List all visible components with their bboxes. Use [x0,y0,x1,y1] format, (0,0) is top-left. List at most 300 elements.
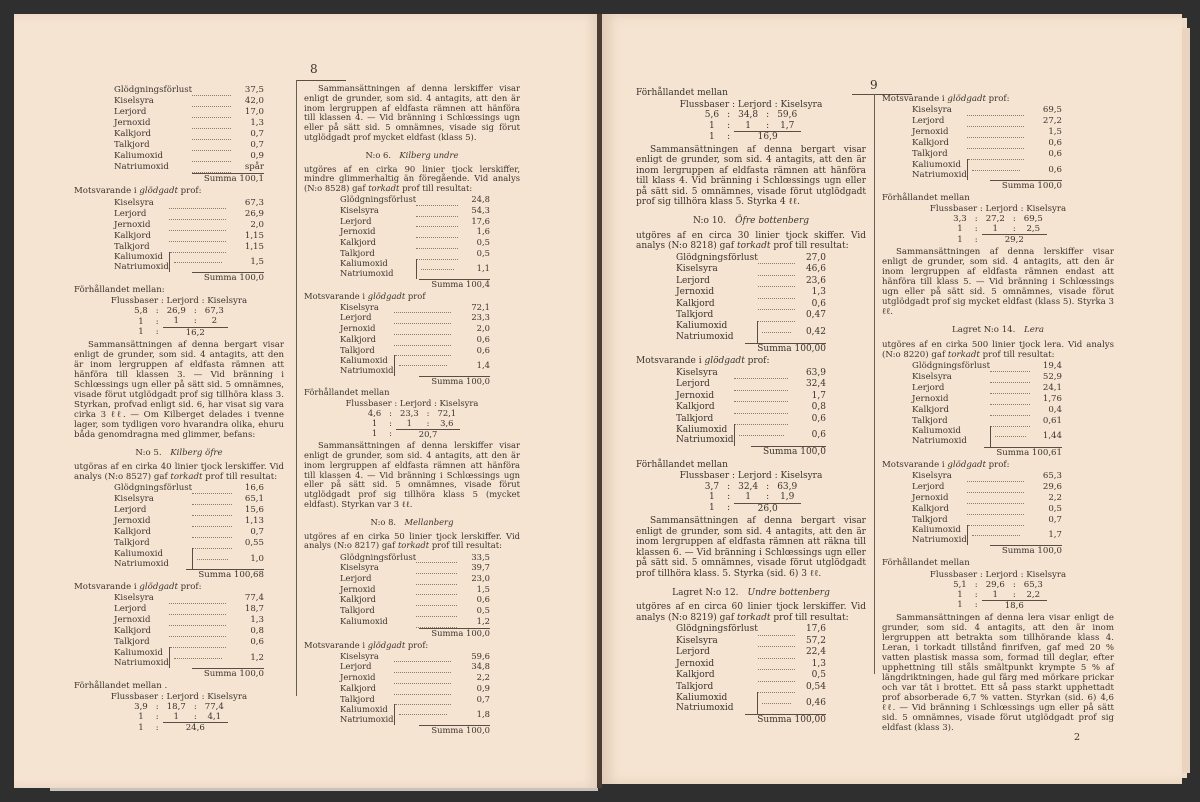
dot-leader [758,275,795,287]
text: Motsvarande i [882,459,948,470]
italic-term: torkadt [736,241,771,252]
component-name: Lerjord [676,379,710,390]
ratio-cell: 32,4 [738,481,759,492]
ratio-cell: 69,5 [1023,214,1043,225]
section-heading [636,216,866,227]
ratio-cell: 3,7 [704,481,720,492]
sum-row [912,447,1062,458]
dot-leader [394,302,451,312]
table-row [912,116,1062,127]
ratio-label: Förhållandet mellan [636,459,728,470]
table-row [340,205,490,216]
text: Motsvarande i [304,639,368,650]
ratio-cell: 1 [709,492,715,503]
component-value: 24,1 [1042,382,1062,393]
dot-leader [990,415,1030,426]
component-name: Kiselsyra [114,96,154,107]
table-row [114,96,264,107]
component-value: 46,6 [805,264,826,275]
heading-number: N:o 10. [692,216,727,227]
heading-name: Mellanberg [404,516,454,527]
ratio-cell: 63,9 [777,481,798,492]
sum-value: Summa 100,0 [419,376,490,387]
page-stack-edge-2 [1182,28,1190,773]
ratio-cell: 26,9 [166,306,186,317]
component-name: Kiselsyra [676,367,718,378]
table-row [912,503,1062,514]
table-row [340,584,490,595]
component-value: 0,6 [811,430,826,441]
table-row [912,127,1062,138]
ratio-row [701,121,802,132]
component-value: 37,5 [244,85,264,96]
ratio-header: Flussbaser : Lerjord : Kiselsyra [929,203,1067,214]
left-column-2 [304,84,520,735]
component-value: 57,2 [805,635,826,646]
table-row [340,651,490,661]
ratio-cell: : [974,589,978,600]
intro-paragraph [304,532,520,552]
dot-leader [967,138,1023,149]
paragraph: Sammansättningen af denna bergart visar enligt de grunder, som sid. 4 antagits, att den är inom lergruppen af eldfasta rämnen att hänföra till klassen 3. — Vid bränning i Schlœssings ugn eller på sätt sid. 5 omnämnes, visade förut utglödgadt prof sig tillhöra klass 3. Styrkan, profvad enligt sid. 6, har visat sig vara cirka 3 ℓℓ. — Om Kilberget delades i tvenne lager, som tydligen voro hvarandra olika, ehuru båda genomdragna med glimmer, befans: [74,339,284,440]
analysis-rows [676,624,826,714]
sum-row [114,569,264,580]
component-name: Natriumoxid [340,268,394,279]
dot-leader [192,483,232,494]
component-value: 33,5 [471,551,490,562]
table-row [114,626,264,637]
ratio-table [701,482,802,515]
table-row [676,298,826,310]
dot-leader [758,693,795,714]
table-row [340,573,490,584]
dot-leader [758,253,795,264]
table-row [676,670,826,682]
analysis-table [676,624,826,725]
sum-value: Summa 100,0 [990,180,1062,191]
table-row [676,379,826,391]
ratio-block [636,471,866,514]
table-row [340,662,490,673]
dot-leader [416,195,458,205]
ratio-cell: 1 [371,428,378,439]
table-row [676,624,826,635]
text: prof till resultat: [979,349,1055,360]
table-row [912,361,1062,372]
sum-value: Summa 100,0 [192,272,264,283]
sum-value: Summa 100,0 [990,545,1062,556]
dot-leader-line [197,559,229,560]
table-row [340,238,490,249]
paragraph: Sammansättningen af denna lera visar enligt de grunder, som sid. 4 antagits, att den är inom lergruppen att betrakta som tillhörande klass 4. Leran, i torkadt tillstånd finrifven, gaf med 20 % vatten plastisk massa som, formad till deglar, efter upphettning till ståls smältpunkt krympte 5 % af längdriktningen, hade gul färg med mörkare prickar och var tät i brottet. Ett så pass starkt upphettadt prof absorberade 6,7 % vatten. Styrkan (sid. 6) 4,6 ℓℓ. — Vid bränning i Schlœssings ugn eller på sätt sid. 5 omnämnes, visade förut utglödgadt prof sig eldfast (klass 3). [882,612,1114,734]
ratio-cell: : [974,214,978,225]
ratio-block [74,296,284,337]
component-name: Jernoxid [340,226,376,237]
dot-leader [192,505,232,516]
text: prof: [744,356,770,367]
ratio-cell: : [155,327,159,338]
analysis-rows [114,593,264,668]
ratio-cell: 4,6 [367,407,382,418]
table-row [912,371,1062,382]
text: prof till resultat: [202,472,278,483]
text: Motsvarande i [74,186,140,197]
component-name: Kalkjord [912,404,949,415]
ratio-label: Förhållandet mellan . [74,681,168,692]
component-value: 0,4 [1048,404,1062,415]
component-name: Jernoxid [912,127,949,138]
table-row [676,658,826,670]
component-value: 15,6 [244,505,264,516]
component-name: Lerjord [114,107,147,118]
ratio-cell: 1,9 [773,492,801,503]
component-value: 0,7 [476,693,490,704]
sum-value: Summa 100,68 [186,569,264,580]
italic-term: torkadt [368,183,400,194]
analysis-rows [340,552,490,628]
dot-leader-line [399,365,448,366]
table-row [114,107,264,118]
ratio-cell: : [1009,224,1020,235]
ratio-cell: 1 [138,327,144,338]
ratio-block [636,100,866,143]
component-value: 63,9 [805,367,826,378]
paragraph: Sammansättningen af denna bergart visar enligt de grunder, som sid. 4 antagits, att den är inom lergruppen af eldfasta rämnen att hänföra till klass 4. Vid bränning i Schlœssings ugn eller på sätt sid. 5 omnämnes, visade förut utglödgadt prof sig tillhöra klass 5. Styrka 4 ℓℓ. [636,144,866,208]
table-row [676,425,826,436]
dot-leader [192,107,231,118]
component-value: 32,4 [805,379,826,390]
component-name: Talkjord [340,605,375,616]
ratio-cell: : [974,579,978,590]
ratio-block [882,570,1114,611]
ratio-cell: 3,9 [134,702,148,713]
component-value: 1,2 [250,652,264,663]
table-row [114,252,264,262]
dot-leader [758,321,795,342]
dot-leader [394,673,451,684]
table-row [676,275,826,287]
table-row [340,683,490,694]
dot-leader-line [995,436,1027,437]
table-row [114,516,264,527]
component-value: 27,2 [1042,116,1062,127]
component-name: Kaliumoxid [912,426,961,437]
ratio-cell: 16,2 [185,327,205,338]
ratio-row [701,110,802,121]
ratio-cell: 65,3 [1023,579,1043,590]
ratio-row [949,214,1047,224]
table-row [912,481,1062,492]
component-value: 26,9 [244,208,264,219]
component-name: Jernoxid [676,287,715,298]
ratio-cell: : [1012,579,1016,590]
ratio-label: Förhållandet mellan [882,558,970,569]
analysis-rows [676,253,826,343]
dot-leader [169,626,225,637]
ratio-cell: 29,2 [1004,235,1024,246]
component-name: Natriumoxid [340,364,394,375]
table-row [340,324,490,335]
dot-leader [734,368,788,379]
ratio-cell: 2 [201,316,228,327]
sum-row [912,180,1062,191]
component-value: 23,0 [471,572,490,583]
component-name: Kalkjord [912,138,949,149]
component-name: Kiselsyra [912,105,952,116]
ratio-cell: 1 [163,712,190,723]
ratio-cell: 1 [138,316,144,327]
dot-leader [169,241,225,252]
ratio-cell: 3,6 [433,419,460,429]
ratio-row [130,702,228,712]
ratio-table [130,702,228,733]
ratio-cell: 1 [734,121,762,132]
component-name: Kaliumoxid [114,647,163,658]
component-value: 0,55 [244,538,264,549]
dot-leader-line [762,703,791,704]
component-name: Kaliumoxid [114,548,163,559]
component-value: 0,7 [250,527,264,538]
dot-leader-line [762,332,791,333]
ratio-row [701,503,802,514]
ratio-cell: : [727,131,731,142]
component-value: 0,47 [805,310,826,321]
section-heading [304,151,520,161]
ratio-cell: 77,4 [204,702,224,713]
component-value: 0,5 [476,605,490,616]
dot-leader [192,162,231,173]
ratio-cell: : [727,120,731,131]
intro-paragraph [636,602,866,623]
component-value: 0,46 [805,698,826,709]
component-value: 39,7 [471,562,490,573]
ratio-row [701,492,802,503]
component-name: Natriumoxid [114,162,169,173]
dot-leader [192,85,231,96]
text: utgöras af en cirka 40 linier tjock lerskiffer. Vid analys (N:o 8527) gaf [74,462,284,483]
ratio-cell: 16,9 [757,132,778,143]
component-value: 0,6 [1048,164,1062,175]
ratio-row [949,590,1047,601]
component-name: Natriumoxid [676,435,734,446]
component-name: Natriumoxid [676,703,734,714]
text: prof: [985,459,1010,470]
analysis-rows [912,471,1062,546]
dot-leader [416,573,457,584]
analysis-table [912,105,1062,191]
table-row [114,538,264,549]
component-name: Natriumoxid [912,535,967,546]
component-name: Kalkjord [340,594,377,605]
heading-name: Undre bottenberg [747,587,830,598]
ratio-row [949,580,1047,590]
ratio-cell: : [974,600,978,611]
component-value: 67,3 [244,197,264,208]
ratio-cell: 1 [709,120,715,131]
component-value: 1,3 [250,615,264,626]
intro-paragraph [882,340,1114,360]
component-value: 1,3 [250,118,264,129]
ratio-cell: 59,6 [777,110,798,121]
label [304,641,520,651]
component-name: Kiselsyra [114,197,154,208]
heading-name: Öfre bottenberg [735,216,810,227]
table-row [340,563,490,574]
ratio-cell: 1 [957,224,963,235]
component-name: Lerjord [676,275,710,286]
dot-leader [758,681,795,693]
component-name: Lerjord [912,382,945,393]
ratio-label: Förhållandet mellan [882,192,970,203]
table-row [676,647,826,659]
table-row [114,85,264,96]
component-value: 0,9 [476,682,490,693]
component-name: Kaliumoxid [676,692,728,703]
dot-leader [169,637,225,648]
component-value: 34,8 [471,661,490,672]
ratio-row [949,235,1047,246]
ratio-header: Flussbaser : Lerjord : Kiselsyra [679,471,823,482]
italic-term: glödgadt [367,639,406,650]
page-number: 9 [870,78,878,92]
component-value: 1,8 [476,708,490,719]
table-row [114,505,264,516]
component-name: Kalkjord [340,333,377,344]
dot-leader [734,402,788,414]
table-row [676,681,826,693]
table-row [114,483,264,494]
sum-row [340,376,490,387]
heading-number: N:o 8. [370,516,397,527]
ratio-row [364,429,460,439]
component-name: Kalkjord [340,237,377,248]
table-row [912,492,1062,503]
table-row [676,368,826,379]
dot-leader [394,705,451,725]
component-name: Jernoxid [912,393,949,404]
label [636,356,866,367]
paragraph: Sammansättningen af denna lerskiffer visar enligt de grunder, som sid. 4 antagits, att den är inom lergruppen af eldfasta rämnen att hänföra till klassen 4. — Vid bränning i Schlœssings ugn eller på sätt sid. 5 omnämnes, visade förut utglödgadt prof sig tillhöra klass 5 (mycket eldfast). Styrkan var 3 ℓℓ. [304,440,520,510]
component-value: 0,7 [1048,514,1062,525]
ratio-cell: : [766,110,770,121]
component-name: Lerjord [340,572,372,583]
text: prof till resultat: [399,183,473,194]
text: utgöres af en circa 60 linier tjock lerskiffer. Vid analys (N:o 8219) gaf [636,602,866,623]
dot-leader [967,525,1023,545]
dot-leader [192,118,231,129]
table-row [676,287,826,299]
ratio-cell: 4,1 [201,712,228,723]
analysis-rows [114,483,264,569]
component-value: 54,3 [471,204,490,215]
component-value: 1,3 [811,658,826,669]
ratio-cell: : [426,407,430,418]
dot-leader [169,648,225,668]
table-row [114,648,264,658]
component-value: 17,6 [471,215,490,226]
component-value: 2,0 [476,323,490,334]
component-name: Kaliumoxid [340,703,388,714]
dot-leader [416,563,457,574]
table-row [114,129,264,140]
table-row [676,310,826,322]
text: utgöres af en cirka 500 linier tjock lera. Vid analys (N:o 8220) gaf [882,339,1114,360]
table-row [340,595,490,606]
component-name: Lerjord [676,647,710,658]
sum-row [340,725,490,736]
ratio-cell: : [727,481,731,492]
component-value: 65,1 [244,494,264,505]
ratio-cell: : [974,234,978,245]
dot-leader [990,404,1030,415]
component-name: Kaliumoxid [340,354,388,365]
dot-leader [990,371,1030,382]
dot-leader [990,393,1030,404]
dot-leader [967,127,1023,138]
table-row [912,105,1062,116]
ratio-row [130,712,228,723]
ratio-cell: : [193,702,197,713]
component-name: Kalkjord [114,129,151,140]
sum-value: Summa 100,00 [745,343,826,355]
ratio-block [74,692,284,733]
section-heading [74,448,284,458]
table-row [340,216,490,227]
dot-leader [192,527,232,538]
ratio-header: Flussbaser : Lerjord : Kiselsyra [929,569,1067,580]
table-row [676,413,826,425]
ratio-cell: : [727,492,731,503]
component-name: Jernoxid [676,390,715,401]
dot-leader [967,149,1023,160]
ratio-cell: : [190,316,201,327]
ratio-label: Förhållandet mellan: [74,285,165,296]
table-row [114,151,264,162]
component-name: Jernoxid [114,219,151,230]
column-divider [296,80,297,696]
analysis-table [912,361,1062,458]
component-value: 65,3 [1042,470,1062,481]
text: prof till resultat: [770,241,849,252]
label [74,582,284,592]
sum-value: Summa 100,0 [419,725,490,736]
ratio-cell: : [389,407,392,418]
component-value: 0,5 [476,237,490,248]
sum-row [676,714,826,726]
component-name: Kalkjord [676,402,715,413]
ratio-label: Förhållandet mellan [304,387,390,398]
table-row [912,415,1062,426]
sum-row [114,173,264,184]
analysis-table [676,253,826,354]
dot-leader-line [972,170,1020,171]
table-row [114,140,264,151]
analysis-rows [912,105,1062,180]
component-value: 0,42 [805,326,826,337]
ratio-row [130,316,228,327]
table-row [912,471,1062,482]
text: prof: [177,582,202,593]
table-row [912,160,1062,170]
component-value: 0,6 [250,637,264,648]
ratio-row [949,224,1047,235]
dot-leader-line [421,269,454,270]
component-name: Glödgningsförlust [676,252,758,263]
heading-number: Lagret N:o 14. [951,325,1016,336]
ratio-cell: 18,7 [166,702,186,713]
table-row [340,302,490,312]
dot-leader [394,324,451,335]
